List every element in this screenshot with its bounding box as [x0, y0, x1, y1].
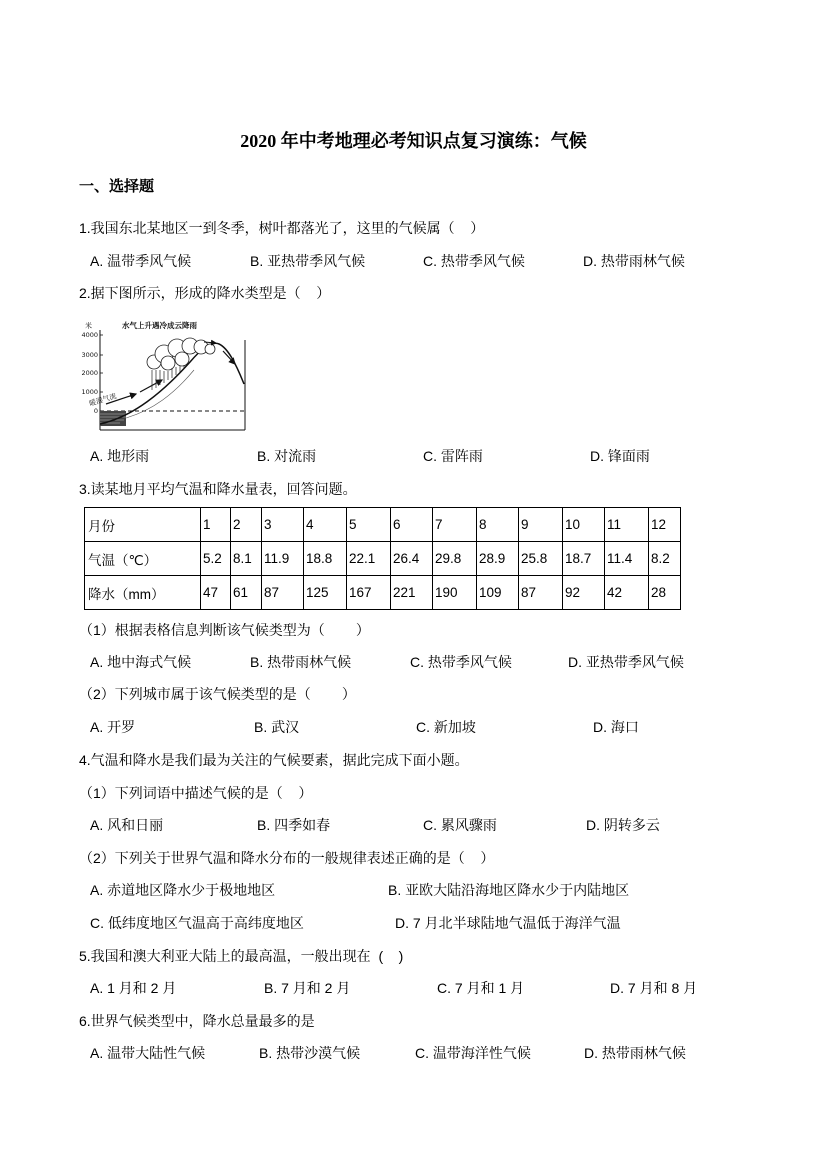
q6-option-a: A. 温带大陆性气候 — [90, 1045, 206, 1061]
orographic-rain-diagram — [78, 318, 246, 432]
q4-sub1-stem: （1）下列词语中描述气候的是（ ） — [79, 785, 313, 801]
table-row-months — [85, 508, 681, 542]
table-header-label: 月份 — [85, 508, 201, 542]
q6-option-c: C. 温带海洋性气候 — [415, 1045, 531, 1061]
precipitation-cell: 47 — [201, 576, 231, 610]
diagram-title: 水气上升遇冷成云降雨 — [122, 321, 197, 330]
q1-stem: 1.我国东北某地区一到冬季，树叶都落光了，这里的气候属（ ） — [79, 220, 485, 236]
q3-sub1-stem: （1）根据表格信息判断该气候类型为（ ） — [79, 622, 370, 638]
table-row-precipitation — [85, 576, 681, 610]
q2-stem: 2.据下图所示，形成的降水类型是（ ） — [79, 285, 331, 301]
precipitation-cell: 92 — [563, 576, 605, 610]
table-month: 4 — [304, 508, 347, 542]
section-heading: 一、选择题 — [79, 178, 155, 195]
precipitation-cell: 87 — [262, 576, 304, 610]
diagram-unit-label: 米 — [85, 322, 92, 330]
q3-sub2-option-c: C. 新加坡 — [416, 719, 476, 735]
q4-sub2-option-c: C. 低纬度地区气温高于高纬度地区 — [90, 915, 304, 931]
table-row-temperature — [85, 542, 681, 576]
q3-stem: 3.读某地月平均气温和降水量表，回答问题。 — [79, 481, 357, 497]
q4-stem: 4.气温和降水是我们最为关注的气候要素，据此完成下面小题。 — [79, 752, 469, 768]
temperature-cell: 11.9 — [262, 542, 304, 576]
q4-sub2-option-b: B. 亚欧大陆沿海地区降水少于内陆地区 — [388, 882, 630, 898]
q2-option-a: A. 地形雨 — [90, 448, 150, 464]
table-month: 3 — [262, 508, 304, 542]
q3-sub2-option-d: D. 海口 — [593, 719, 639, 735]
q5-option-d: D. 7 月和 8 月 — [610, 980, 698, 996]
precipitation-cell: 28 — [649, 576, 681, 610]
precipitation-cell: 42 — [605, 576, 649, 610]
q4-sub1-option-d: D. 阴转多云 — [586, 817, 660, 833]
temperature-row-label: 气温（℃） — [85, 542, 201, 576]
q4-sub1-option-c: C. 累风骤雨 — [423, 817, 497, 833]
tick-label-4000: 4000 — [81, 331, 98, 339]
q3-sub1-option-b: B. 热带雨林气候 — [250, 654, 352, 670]
q2-option-c: C. 雷阵雨 — [423, 448, 483, 464]
q3-sub1-option-a: A. 地中海式气候 — [90, 654, 192, 670]
table-month: 1 — [201, 508, 231, 542]
tick-label-0: 0 — [93, 407, 98, 415]
table-month: 9 — [519, 508, 563, 542]
precipitation-cell: 221 — [391, 576, 433, 610]
q4-sub2-option-d: D. 7 月北半球陆地气温低于海洋气温 — [395, 915, 621, 931]
q1-option-d: D. 热带雨林气候 — [583, 253, 685, 269]
q3-sub1-option-d: D. 亚热带季风气候 — [568, 654, 684, 670]
q3-sub2-stem: （2）下列城市属于该气候类型的是（ ） — [79, 686, 356, 702]
q6-stem: 6.世界气候类型中，降水总量最多的是 — [79, 1013, 315, 1029]
q4-sub1-option-a: A. 风和日丽 — [90, 817, 164, 833]
temperature-cell: 26.4 — [391, 542, 433, 576]
climate-data-table — [84, 507, 681, 610]
table-month: 10 — [563, 508, 605, 542]
q4-sub2-stem: （2）下列关于世界气温和降水分布的一般规律表述正确的是（ ） — [79, 850, 495, 866]
temperature-cell: 22.1 — [347, 542, 391, 576]
precipitation-cell: 167 — [347, 576, 391, 610]
precipitation-cell: 61 — [231, 576, 262, 610]
q5-option-b: B. 7 月和 2 月 — [264, 980, 351, 996]
q6-option-d: D. 热带雨林气候 — [584, 1045, 686, 1061]
temperature-cell: 29.8 — [433, 542, 477, 576]
temperature-cell: 18.8 — [304, 542, 347, 576]
temperature-cell: 11.4 — [605, 542, 649, 576]
precipitation-cell: 190 — [433, 576, 477, 610]
q4-sub2-option-a: A. 赤道地区降水少于极地地区 — [90, 882, 276, 898]
precipitation-cell: 109 — [477, 576, 519, 610]
q4-sub1-option-b: B. 四季如春 — [257, 817, 331, 833]
q1-option-b: B. 亚热带季风气候 — [250, 253, 366, 269]
q3-sub2-option-b: B. 武汉 — [254, 719, 300, 735]
temperature-cell: 8.1 — [231, 542, 262, 576]
tick-label-3000: 3000 — [81, 351, 98, 359]
table-month: 6 — [391, 508, 433, 542]
temperature-cell: 18.7 — [563, 542, 605, 576]
warm-moist-airflow-label: 暖湿气流 — [88, 392, 118, 408]
tick-label-1000: 1000 — [81, 388, 98, 396]
q1-option-a: A. 温带季风气候 — [90, 253, 192, 269]
precipitation-cell: 87 — [519, 576, 563, 610]
precipitation-cell: 125 — [304, 576, 347, 610]
table-month: 5 — [347, 508, 391, 542]
temperature-cell: 25.8 — [519, 542, 563, 576]
table-month: 2 — [231, 508, 262, 542]
q3-sub2-option-a: A. 开罗 — [90, 719, 136, 735]
table-month: 8 — [477, 508, 519, 542]
q2-option-d: D. 锋面雨 — [590, 448, 650, 464]
page-title: 2020 年中考地理必考知识点复习演练：气候 — [240, 131, 587, 151]
temperature-cell: 28.9 — [477, 542, 519, 576]
tick-label-2000: 2000 — [81, 369, 98, 377]
q3-sub1-option-c: C. 热带季风气候 — [410, 654, 512, 670]
q5-option-a: A. 1 月和 2 月 — [90, 980, 177, 996]
q2-option-b: B. 对流雨 — [257, 448, 317, 464]
table-month: 11 — [605, 508, 649, 542]
table-month: 7 — [433, 508, 477, 542]
q5-option-c: C. 7 月和 1 月 — [437, 980, 525, 996]
precipitation-row-label: 降水（mm） — [85, 576, 201, 610]
temperature-cell: 8.2 — [649, 542, 681, 576]
q1-option-c: C. 热带季风气候 — [423, 253, 525, 269]
temperature-cell: 5.2 — [201, 542, 231, 576]
q5-stem: 5.我国和澳大利亚大陆上的最高温，一般出现在 ( ) — [79, 948, 404, 964]
q6-option-b: B. 热带沙漠气候 — [259, 1045, 361, 1061]
table-month: 12 — [649, 508, 681, 542]
